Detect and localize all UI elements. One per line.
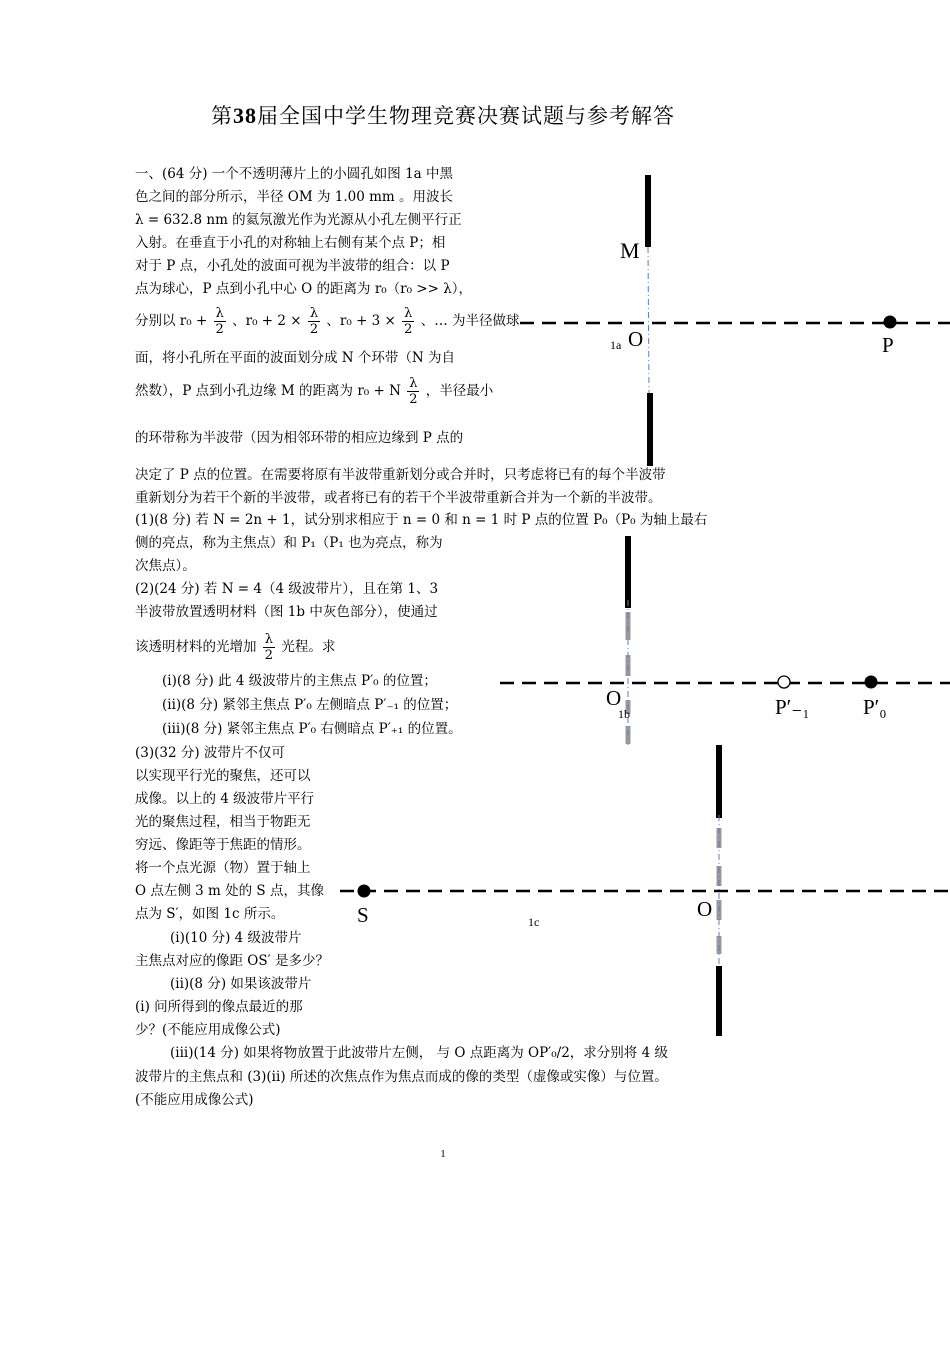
fraction-lambda-half <box>407 376 419 407</box>
text-segment: 该透明材料的光增加 <box>135 639 257 655</box>
fraction-numerator: λ <box>215 306 224 321</box>
text-line: 光的聚焦过程，相当于物距无 <box>135 814 311 830</box>
text-line: 穷远、像距等于焦距的情形。 <box>135 837 311 853</box>
text-line: 主焦点对应的像距 OS′ 是多少？ <box>135 953 329 969</box>
fraction-denominator: 2 <box>409 392 418 407</box>
label-P: P <box>882 333 894 357</box>
fraction-denominator: 2 <box>404 322 413 337</box>
text-line: 成像。以上的 4 级波带片平行 <box>135 791 315 807</box>
text-line: λ = 632.8 nm 的氦氖激光作为光源从小孔左侧平行正 <box>135 212 462 228</box>
label-O-1b: O <box>606 686 622 710</box>
focus-point-P0 <box>865 676 878 689</box>
text-line: 的环带称为半波带（因为相邻环带的相应边缘到 P 点的 <box>135 430 464 446</box>
source-point-S <box>358 885 371 898</box>
text-line: (不能应用成像公式) <box>135 1092 254 1108</box>
text-line: 侧的亮点，称为主焦点）和 P₁（P₁ 也为亮点，称为 <box>135 535 443 551</box>
label-O-1a: O <box>628 327 644 351</box>
text-line: (ii)(8 分) 如果该波带片 <box>170 976 312 992</box>
text-line: 对于 P 点，小孔处的波面可视为半波带的组合：以 P <box>135 258 450 274</box>
fraction-denominator: 2 <box>264 648 274 663</box>
text-line: 决定了 P 点的位置。在需要将原有半波带重新划分或合并时，只考虑将已有的每个半波带 <box>135 467 666 483</box>
text-line: (i)(10 分) 4 级波带片 <box>170 930 302 946</box>
text-line: 色之间的部分所示，半径 OM 为 1.00 mm 。用波长 <box>135 189 454 205</box>
text-line-fractions <box>135 306 520 337</box>
text-line: (2)(24 分) 若 N = 4（4 级波带片），且在第 1、3 <box>135 581 439 597</box>
fraction-numerator: λ <box>404 306 413 321</box>
fraction-lambda-half <box>263 632 275 663</box>
text-line: 波带片的主焦点和 (3)(ii) 所述的次焦点作为焦点而成的像的类型（虚像或实像）与位置。 <box>135 1069 668 1085</box>
text-line: 以实现平行光的聚焦，还可以 <box>135 768 311 784</box>
figure-tag-1b: 1b <box>618 707 630 721</box>
label-M: M <box>620 238 640 263</box>
text-line-fraction <box>135 376 493 407</box>
text-line: O 点左侧 3 m 处的 S 点，其像 <box>135 883 324 899</box>
text-line: 点为球心，P 点到小孔中心 O 的距离为 r₀（r₀ >> λ）， <box>135 281 473 297</box>
text-line: 一、(64 分) 一个不透明薄片上的小圆孔如图 1a 中黑 <box>135 166 454 182</box>
dark-point-P-1 <box>778 676 790 688</box>
label-O-1c: O <box>697 897 713 921</box>
figure-1a <box>520 175 950 466</box>
fraction-lambda-half <box>308 306 320 337</box>
fraction-denominator: 2 <box>215 322 224 337</box>
text-line: (iii)(8 分) 紧邻主焦点 P′₀ 右侧暗点 P′₊₁ 的位置。 <box>162 721 462 737</box>
point-P <box>884 316 897 329</box>
figure-tag-1c: 1c <box>528 915 540 929</box>
text-line: (ii)(8 分) 紧邻主焦点 P′₀ 左侧暗点 P′₋₁ 的位置； <box>162 697 458 713</box>
figure-1c <box>340 745 950 1036</box>
text-segment: 然数），P 点到小孔边缘 M 的距离为 r₀ + N <box>135 383 401 399</box>
text-line: 少？(不能应用成像公式) <box>135 1022 281 1038</box>
figure-tag-1a: 1a <box>610 338 622 352</box>
text-line: 入射。在垂直于小孔的对称轴上右侧有某个点 P；相 <box>135 235 446 251</box>
label-P0: P′₀ <box>863 695 887 719</box>
text-segment: 、r₀ + 2 × <box>232 313 302 329</box>
text-segment: ，半径最小 <box>425 383 494 399</box>
fraction-numerator: λ <box>309 306 319 321</box>
text-line: (i)(8 分) 此 4 级波带片的主焦点 P′₀ 的位置； <box>162 673 437 689</box>
text-line: 次焦点）。 <box>135 558 196 574</box>
text-line: 半波带放置透明材料（图 1b 中灰色部分），使通过 <box>135 604 438 620</box>
page-title: 第38届全国中学生物理竞赛决赛试题与参考解答 <box>211 103 675 128</box>
text-line: (1)(8 分) 若 N = 2n + 1，试分别求相应于 n = 0 和 n = 1 时 P 点的位置 P₀（P₀ 为轴上最右 <box>135 512 708 528</box>
text-line: (iii)(14 分) 如果将物放置于此波带片左侧， 与 O 点距离为 OP′₀/2，求分别将 4 级 <box>170 1045 668 1061</box>
text-segment: 、r₀ + 3 × <box>326 313 396 329</box>
fraction-numerator: λ <box>409 376 418 391</box>
page-number: 1 <box>440 1148 446 1160</box>
text-segment: 分别以 r₀ + <box>135 313 208 329</box>
fraction-denominator: 2 <box>309 322 319 337</box>
text-segment: 、… 为半径做球 <box>420 313 520 329</box>
text-line: 将一个点光源（物）置于轴上 <box>135 860 311 876</box>
text-line: (3)(32 分) 波带片不仅可 <box>135 745 285 761</box>
text-segment: 光程。求 <box>281 639 336 655</box>
label-S: S <box>357 903 369 927</box>
fraction-lambda-half <box>402 306 414 337</box>
label-P-1: P′₋₁ <box>775 695 810 719</box>
text-line: 重新划分为若干个新的半波带，或者将已有的若干个半波带重新合并为一个新的半波带。 <box>135 490 662 506</box>
text-line-fraction <box>135 632 335 663</box>
fraction-numerator: λ <box>264 632 274 647</box>
aperture-plane-dashdot <box>648 247 649 393</box>
fraction-lambda-half <box>214 306 226 337</box>
text-line: 点为 S′，如图 1c 所示。 <box>135 906 285 922</box>
text-line: 面，将小孔所在平面的波面划分成 N 个环带（N 为自 <box>135 350 455 366</box>
figure-1b <box>500 536 950 745</box>
text-line: (i) 问所得到的像点最近的那 <box>135 999 303 1015</box>
